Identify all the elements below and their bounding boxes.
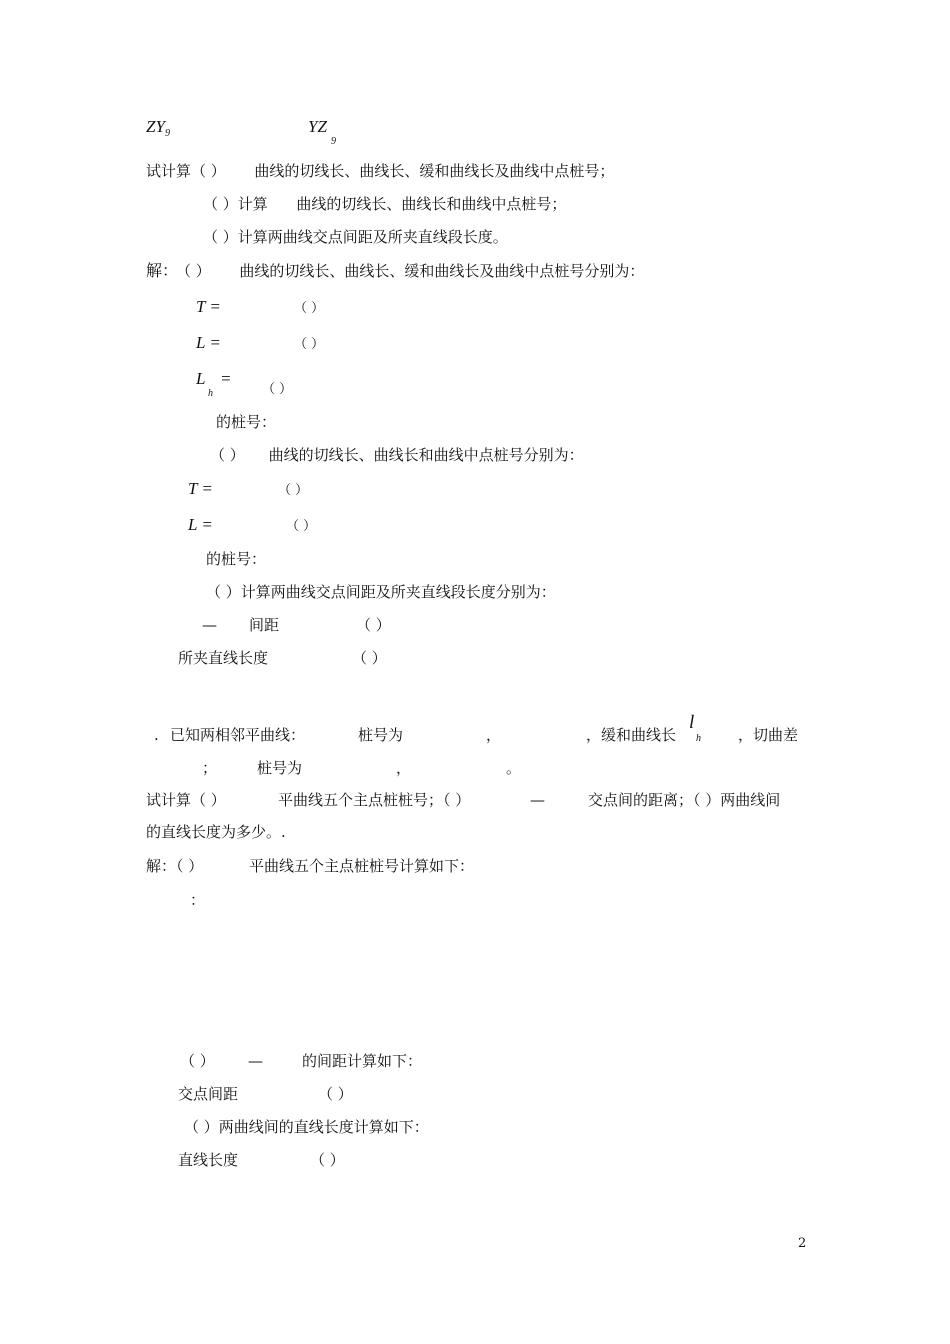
distance-label: 间距	[249, 616, 280, 634]
distance-paren: （ ）	[356, 616, 391, 634]
zy9-label: ZY	[146, 117, 165, 136]
jd-distance-label: 交点间距	[178, 1085, 239, 1103]
yz9-label: YZ	[308, 117, 327, 136]
yz9-subscript: 9	[331, 136, 336, 147]
t-formula-label: T =	[196, 297, 221, 316]
jd-distance-paren: （ ）	[318, 1085, 353, 1103]
l-formula-paren: （ ）	[294, 337, 325, 352]
q2-ask-dash: —	[530, 791, 545, 809]
lh-formula-subscript: h	[208, 388, 213, 399]
q2-comma1: ，	[486, 726, 502, 744]
solution2-colon: ：	[190, 891, 206, 909]
midpoint-station-1: 的桩号：	[216, 413, 277, 431]
q2-ask-b: 平曲线五个主点桩桩号；（ ）	[278, 791, 471, 809]
part2b-a: （ ）	[180, 1052, 215, 1070]
solution2-intro-b: 平曲线五个主点桩桩号计算如下：	[249, 857, 475, 875]
solution1-part3: （ ）计算两曲线交点间距及所夹直线段长度分别为：	[206, 583, 556, 601]
solution1-intro: （ ） 曲线的切线长、曲线长、缓和曲线长及曲线中点桩号分别为：	[176, 262, 645, 280]
solution1-label: 解：	[146, 261, 179, 280]
distance-dash: —	[202, 616, 217, 634]
midpoint-station-2: 的桩号：	[206, 550, 267, 568]
l-formula-label: L =	[196, 333, 221, 352]
straight-length2-label: 直线长度	[178, 1151, 239, 1169]
q2-comma3: ，	[396, 759, 412, 777]
part2b-c: （ ）两曲线间的直线长度计算如下：	[184, 1118, 429, 1136]
q2-ask-a: 试计算（ ）	[146, 791, 226, 809]
t-formula-paren: （ ）	[294, 301, 325, 316]
q2-station-is2: 桩号为	[257, 759, 303, 777]
q1-line1: 试计算（ ） 曲线的切线长、曲线长、缓和曲线长及曲线中点桩号；	[146, 162, 615, 180]
straight-length2-paren: （ ）	[310, 1151, 345, 1169]
straight-length-paren: （ ）	[352, 649, 387, 667]
q2-ask-c: 交点间的距离；（ ）两曲线间	[588, 791, 781, 809]
q1-line3: （ ）计算两曲线交点间距及所夹直线段长度。	[203, 228, 508, 246]
lh-formula-label: L	[196, 369, 206, 388]
part2b-dash: —	[248, 1052, 263, 1070]
q2-station-is: 桩号为	[358, 726, 404, 744]
q2-transition-length: ，缓和曲线长	[586, 726, 677, 744]
q2-semicolon: ；	[202, 759, 218, 777]
q2-lh-subscript: h	[696, 733, 701, 744]
q1-line2: （ ）计算 曲线的切线长、曲线长和曲线中点桩号；	[203, 195, 567, 213]
t2-formula-label: T =	[188, 479, 213, 498]
q2-ask-d: 的直线长度为多少。.	[146, 823, 286, 841]
t2-formula-paren: （ ）	[278, 483, 309, 498]
solution1-part2: （ ） 曲线的切线长、曲线长和曲线中点桩号分别为：	[210, 446, 584, 464]
solution2-intro-a: 解：（ ）	[146, 857, 204, 875]
l2-formula-paren: （ ）	[286, 519, 317, 534]
l2-formula-label: L =	[188, 515, 213, 534]
lh-formula-paren: （ ）	[262, 382, 293, 397]
part2b-b: 的间距计算如下：	[302, 1052, 423, 1070]
q2-cut-difference: ，切曲差	[738, 726, 799, 744]
q2-lh-symbol: l	[689, 712, 695, 733]
lh-formula-eq: =	[220, 369, 232, 388]
q2-known: 已知两相邻平曲线：	[170, 726, 306, 744]
q2-dot: .	[154, 726, 159, 744]
page-number: 2	[798, 1236, 807, 1251]
straight-length-label: 所夹直线长度	[178, 649, 269, 667]
zy9-subscript: 9	[165, 128, 170, 139]
q2-period: 。	[506, 759, 522, 777]
